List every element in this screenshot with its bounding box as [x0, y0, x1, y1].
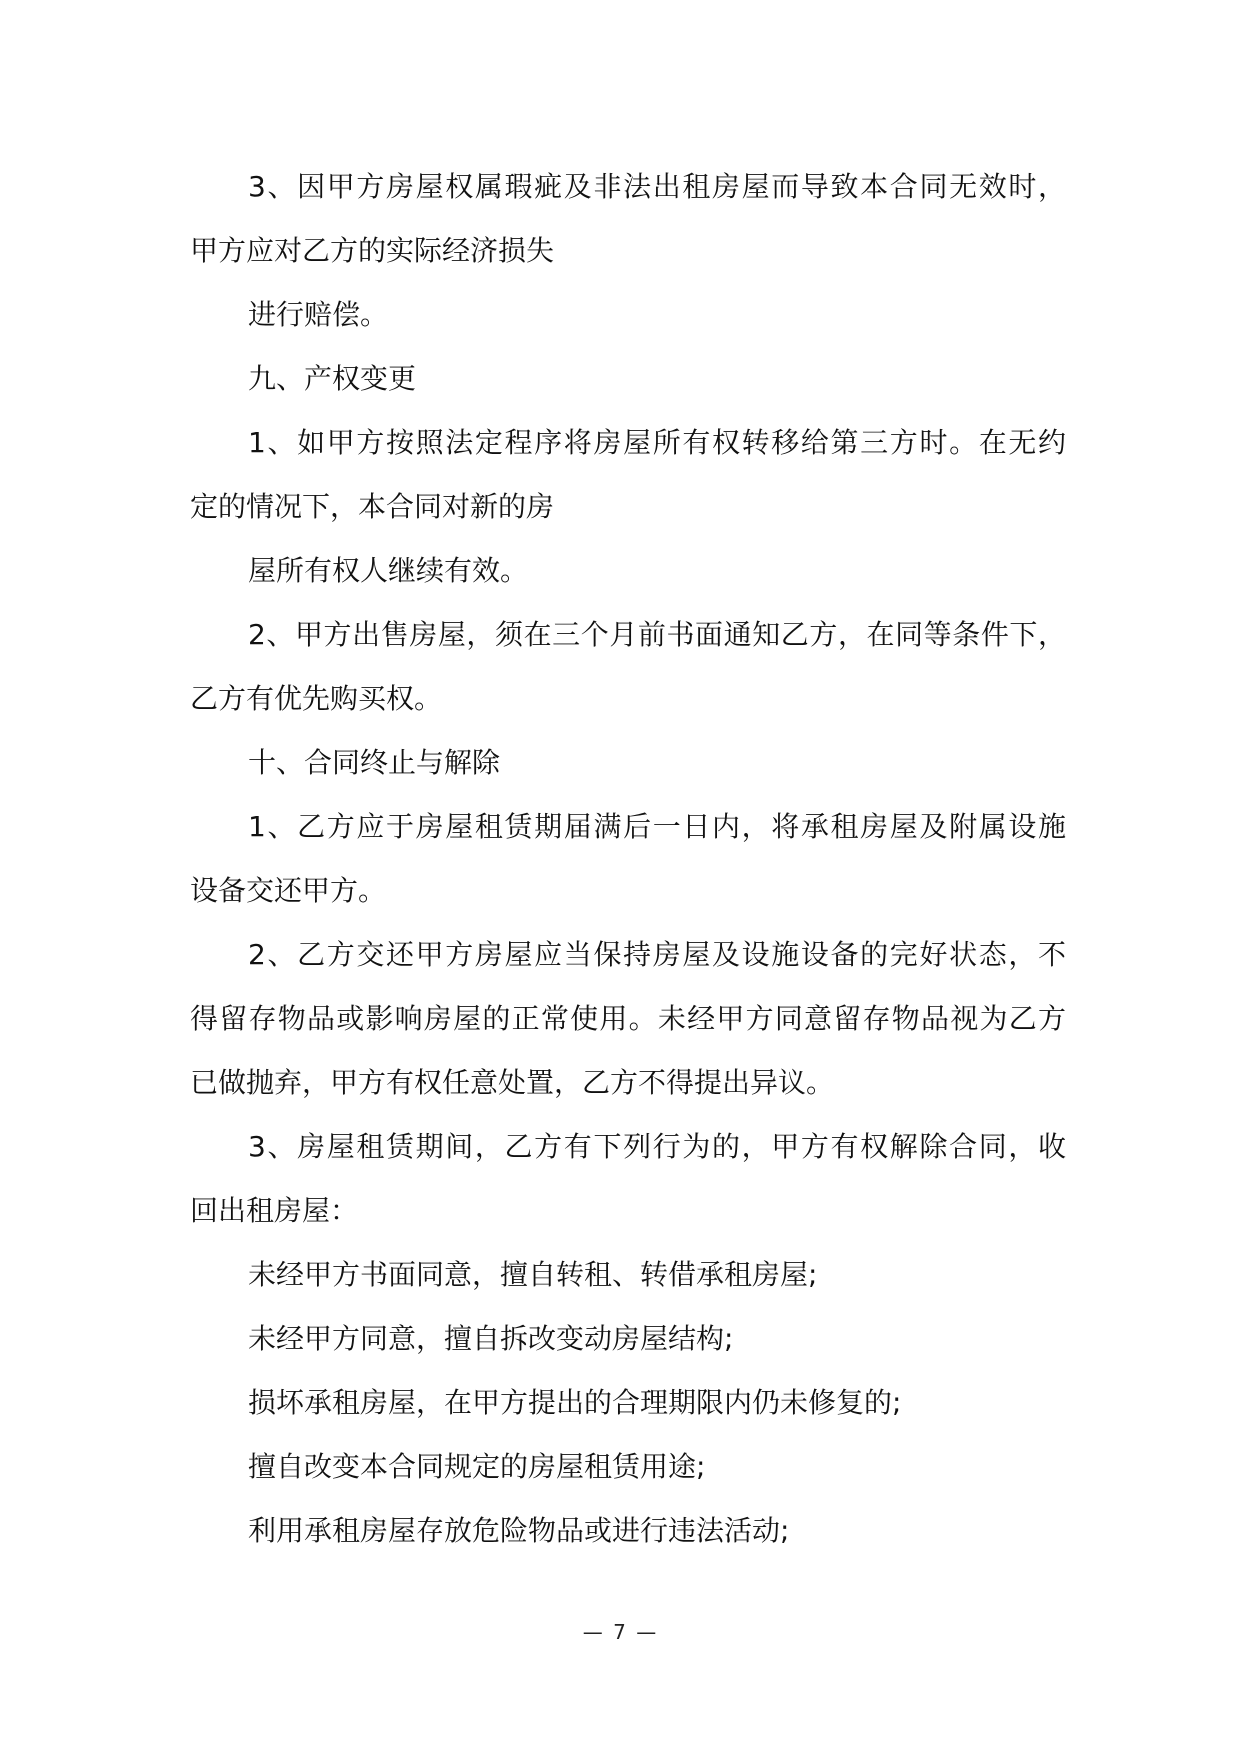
paragraph-line: 屋所有权人继续有效。 — [248, 554, 529, 587]
paragraph-line: 九、产权变更 — [248, 362, 417, 395]
paragraph-line: 十、合同终止与解除 — [248, 746, 501, 779]
paragraph-line: 已做抛弃，甲方有权任意处置，乙方不得提出异议。 — [190, 1066, 835, 1099]
paragraph-line: 2、乙方交还甲方房屋应当保持房屋及设施设备的完好状态，不 — [248, 938, 1066, 971]
paragraph-line: 1、乙方应于房屋租赁期届满后一日内，将承租房屋及附属设施 — [248, 810, 1066, 843]
paragraph-line: 擅自改变本合同规定的房屋租赁用途; — [248, 1450, 706, 1483]
paragraph-line: 未经甲方书面同意，擅自转租、转借承租房屋; — [248, 1258, 818, 1291]
paragraph-line: 得留存物品或影响房屋的正常使用。未经甲方同意留存物品视为乙方 — [190, 1002, 1066, 1035]
document-body — [190, 155, 1066, 1563]
paragraph-line: 乙方有优先购买权。 — [190, 682, 443, 715]
page-number: — 7 — — [582, 1620, 659, 1644]
paragraph-line: 2、甲方出售房屋，须在三个月前书面通知乙方，在同等条件下， — [248, 618, 1066, 651]
paragraph-line: 利用承租房屋存放危险物品或进行违法活动; — [248, 1514, 790, 1547]
paragraph-line: 3、因甲方房屋权属瑕疵及非法出租房屋而导致本合同无效时， — [248, 170, 1066, 203]
paragraph-line: 甲方应对乙方的实际经济损失 — [190, 234, 555, 267]
paragraph-line: 1、如甲方按照法定程序将房屋所有权转移给第三方时。在无约 — [248, 426, 1066, 459]
paragraph-line: 定的情况下，本合同对新的房 — [190, 490, 555, 523]
paragraph-line: 未经甲方同意，擅自拆改变动房屋结构; — [248, 1322, 734, 1355]
paragraph-line: 设备交还甲方。 — [190, 874, 387, 907]
paragraph-line: 损坏承租房屋，在甲方提出的合理期限内仍未修复的; — [248, 1386, 902, 1419]
paragraph-line: 回出租房屋： — [190, 1194, 359, 1227]
paragraph-line: 3、房屋租赁期间，乙方有下列行为的，甲方有权解除合同，收 — [248, 1130, 1066, 1163]
paragraph-line: 进行赔偿。 — [248, 298, 389, 331]
